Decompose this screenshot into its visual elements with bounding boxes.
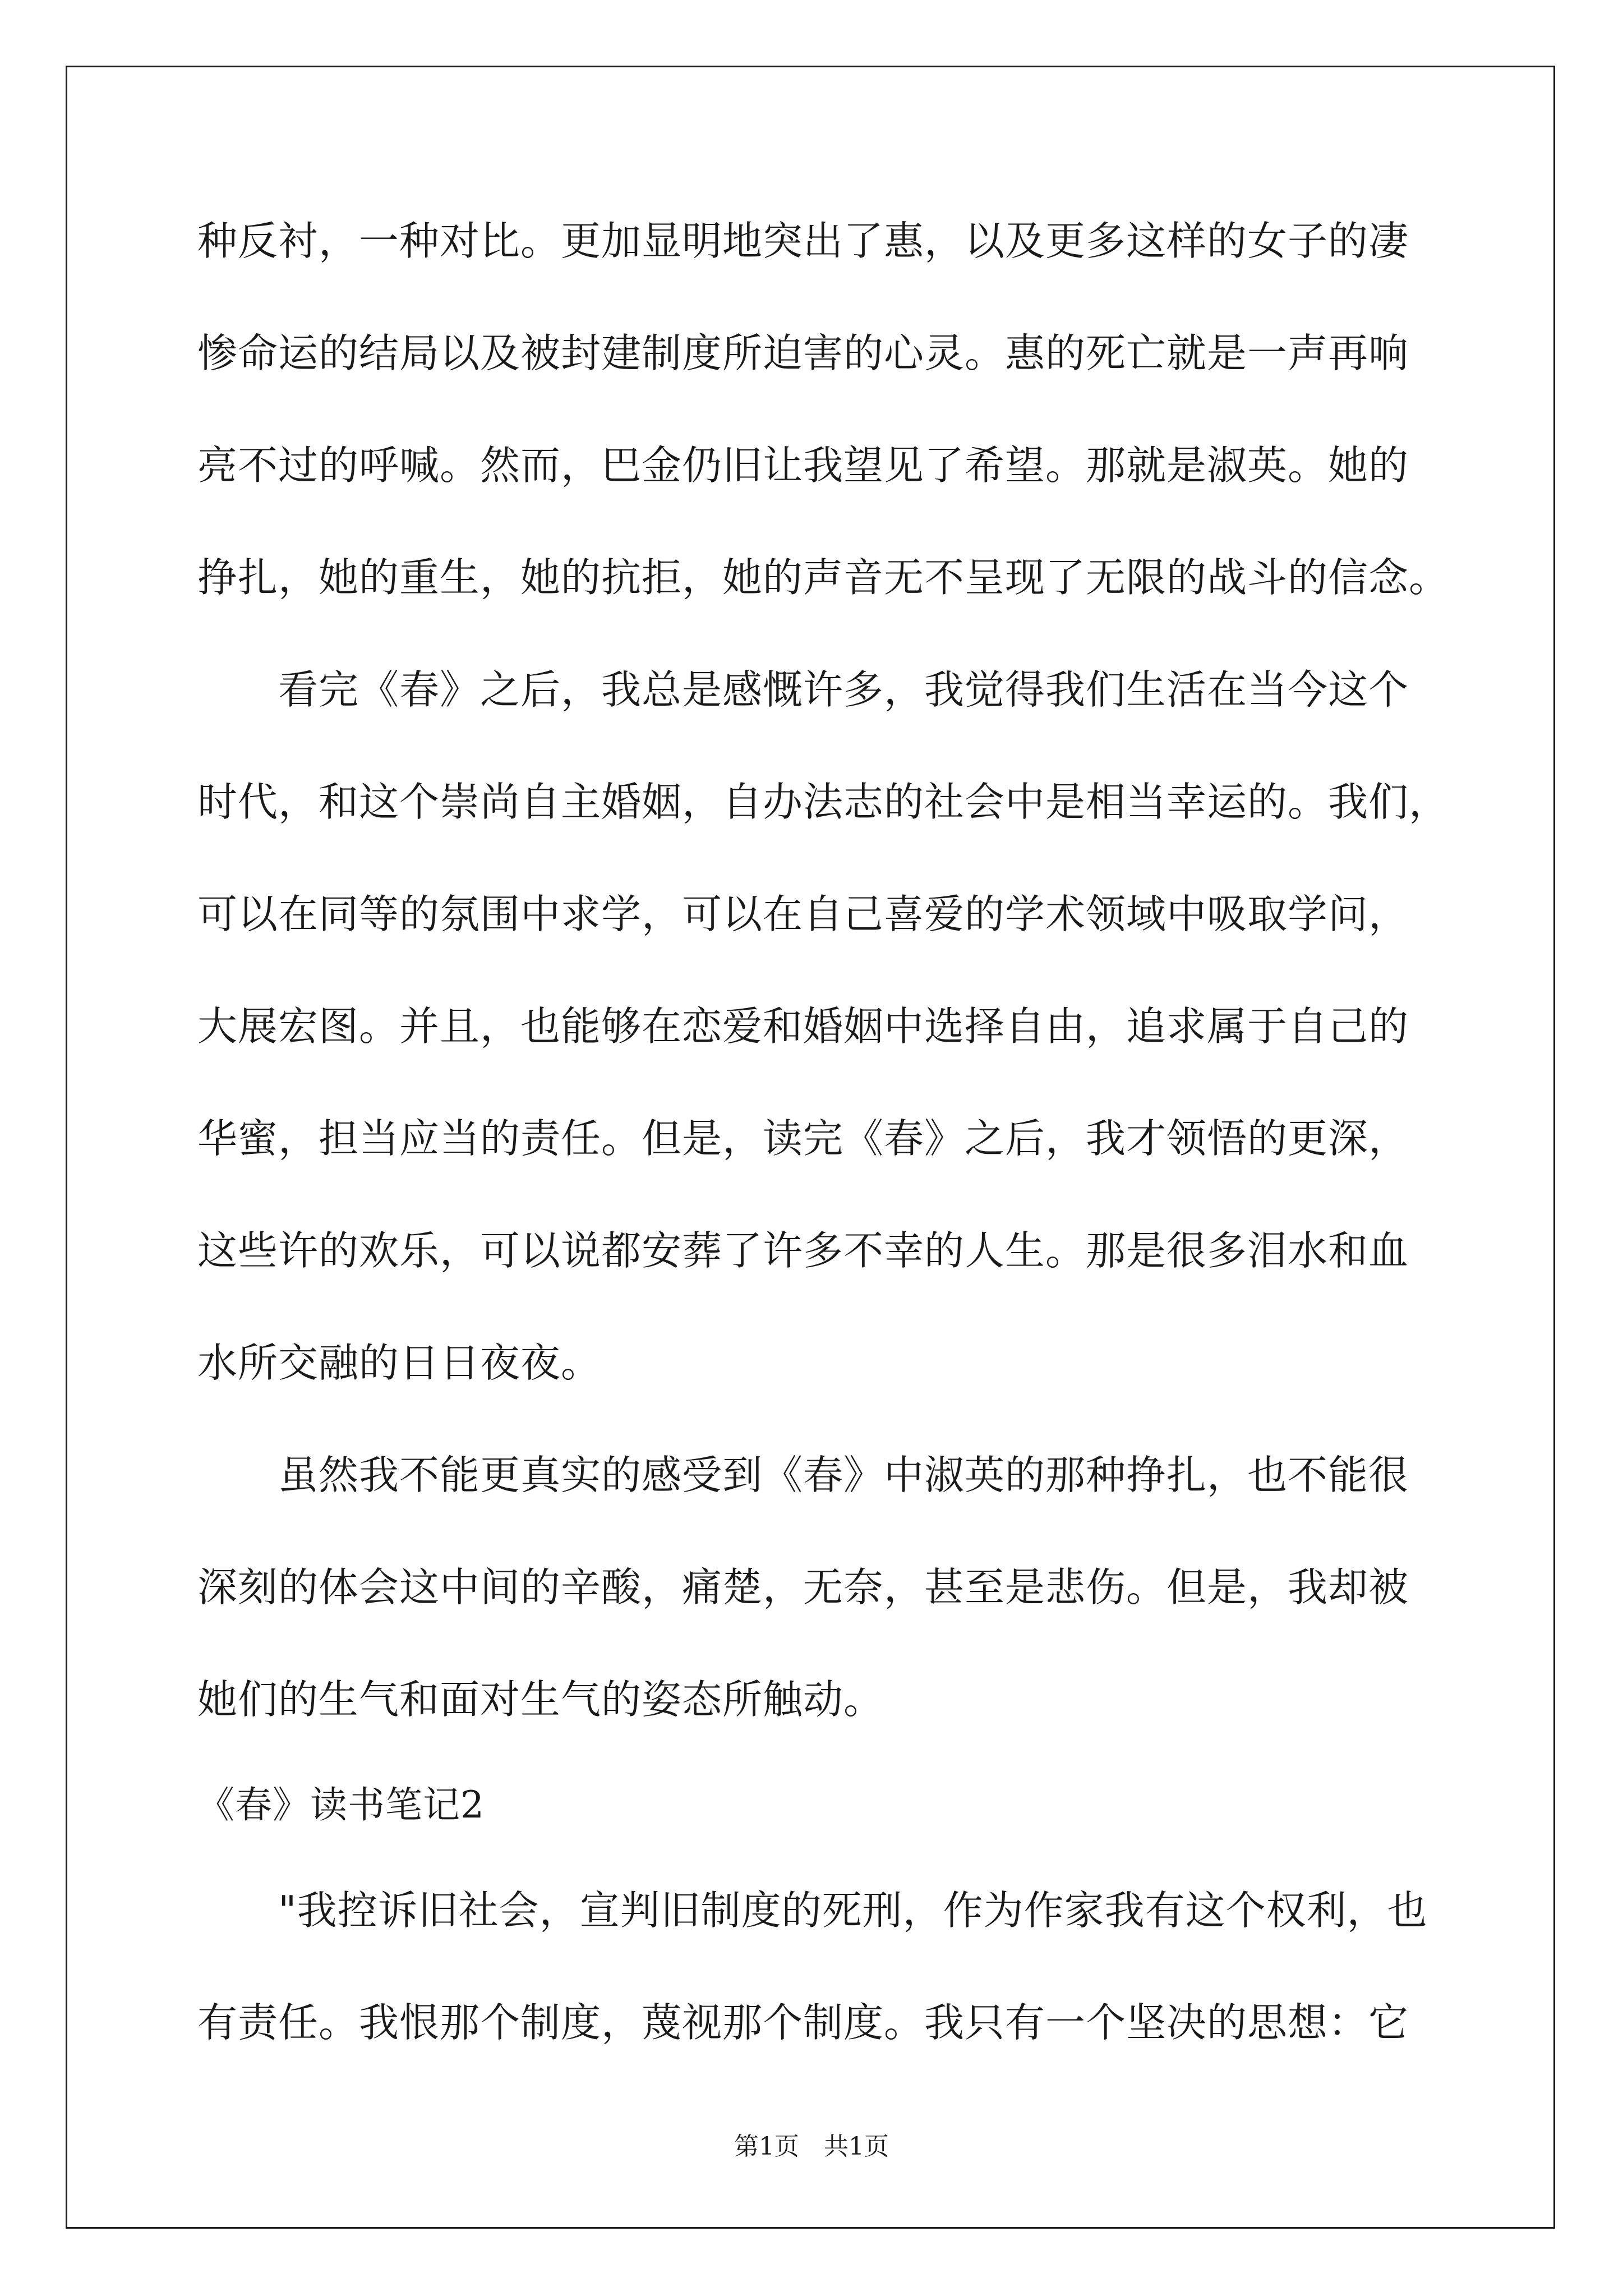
text-line: 有责任。我恨那个制度，蔑视那个制度。我只有一个坚决的思想：它 bbox=[197, 1999, 1409, 2046]
text-line: 挣扎，她的重生，她的抗拒，她的声音无不呈现了无限的战斗的信念。 bbox=[197, 554, 1450, 601]
text-line: 华蜜，担当应当的责任。但是，读完《春》之后，我才领悟的更深， bbox=[197, 1115, 1409, 1162]
section-heading: 《春》读书笔记2 bbox=[197, 1783, 485, 1826]
text-line: 她们的生气和面对生气的姿态所触动。 bbox=[197, 1676, 884, 1723]
text-line: 种反衬，一种对比。更加显明地突出了惠，以及更多这样的女子的凄 bbox=[197, 218, 1409, 264]
text-line: 时代，和这个崇尚自主婚姻，自办法志的社会中是相当幸运的。我们， bbox=[197, 779, 1450, 825]
text-line: 可以在同等的氛围中求学，可以在自己喜爱的学术领域中吸取学问， bbox=[197, 891, 1409, 937]
text-line: "我控诉旧社会，宣判旧制度的死刑，作为作家我有这个权利，也 bbox=[197, 1887, 1428, 1934]
text-line: 水所交融的日日夜夜。 bbox=[197, 1340, 602, 1386]
document-body bbox=[197, 218, 1450, 2113]
text-line: 深刻的体会这中间的辛酸，痛楚，无奈，甚至是悲伤。但是，我却被 bbox=[197, 1564, 1409, 1611]
text-line: 大展宏图。并且，也能够在恋爱和婚姻中选择自由，追求属于自己的 bbox=[197, 1003, 1409, 1050]
text-line: 虽然我不能更真实的感受到《春》中淑英的那种挣扎，也不能很 bbox=[197, 1452, 1409, 1498]
page-footer: 第1页 共1页 bbox=[734, 2132, 889, 2161]
text-line: 惨命运的结局以及被封建制度所迫害的心灵。惠的死亡就是一声再响 bbox=[197, 330, 1409, 376]
text-line: 亮不过的呼喊。然而，巴金仍旧让我望见了希望。那就是淑英。她的 bbox=[197, 442, 1409, 489]
text-line: 这些许的欢乐，可以说都安葬了许多不幸的人生。那是很多泪水和血 bbox=[197, 1227, 1409, 1274]
text-line: 看完《春》之后，我总是感慨许多，我觉得我们生活在当今这个 bbox=[197, 666, 1409, 713]
